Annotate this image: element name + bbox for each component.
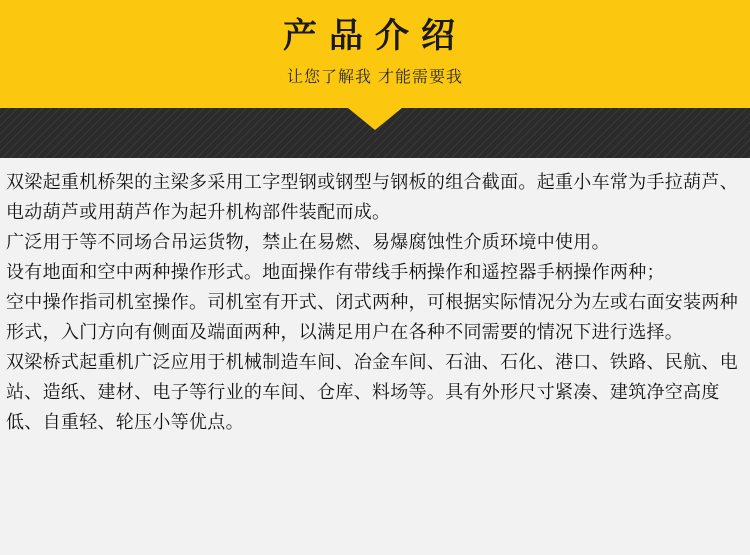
page-title: 产品介绍 [283, 16, 467, 56]
description-paragraph: 设有地面和空中两种操作形式。地面操作有带线手柄操作和遥控器手柄操作两种； [6, 262, 665, 283]
product-description [0, 168, 750, 438]
header-banner [0, 0, 750, 158]
description-paragraph: 双梁桥式起重机广泛应用于机械制造车间、冶金车间、石油、石化、港口、铁路、民航、电站、造纸、建材、电子等行业的车间、仓库、料场等。具有外形尺寸紧凑、建筑净空高度低、自重轻、轮压小等优点。 [6, 352, 738, 433]
description-paragraph: 广泛用于等不同场合吊运货物，禁止在易燃、易爆腐蚀性介质环境中使用。 [6, 232, 610, 253]
page-subtitle: 让您了解我 才能需要我 [286, 67, 464, 86]
description-paragraph: 双梁起重机桥架的主梁多采用工字型钢或钢型与钢板的组合截面。起重小车常为手拉葫芦、电动葫芦或用葫芦作为起升机构部件装配而成。 [6, 172, 738, 223]
banner-stripe-decoration [0, 108, 750, 158]
description-paragraph: 空中操作指司机室操作。司机室有开式、闭式两种，可根据实际情况分为左或右面安装两种形式，入门方向有侧面及端面两种，以满足用户在各种不同需要的情况下进行选择。 [6, 292, 738, 343]
